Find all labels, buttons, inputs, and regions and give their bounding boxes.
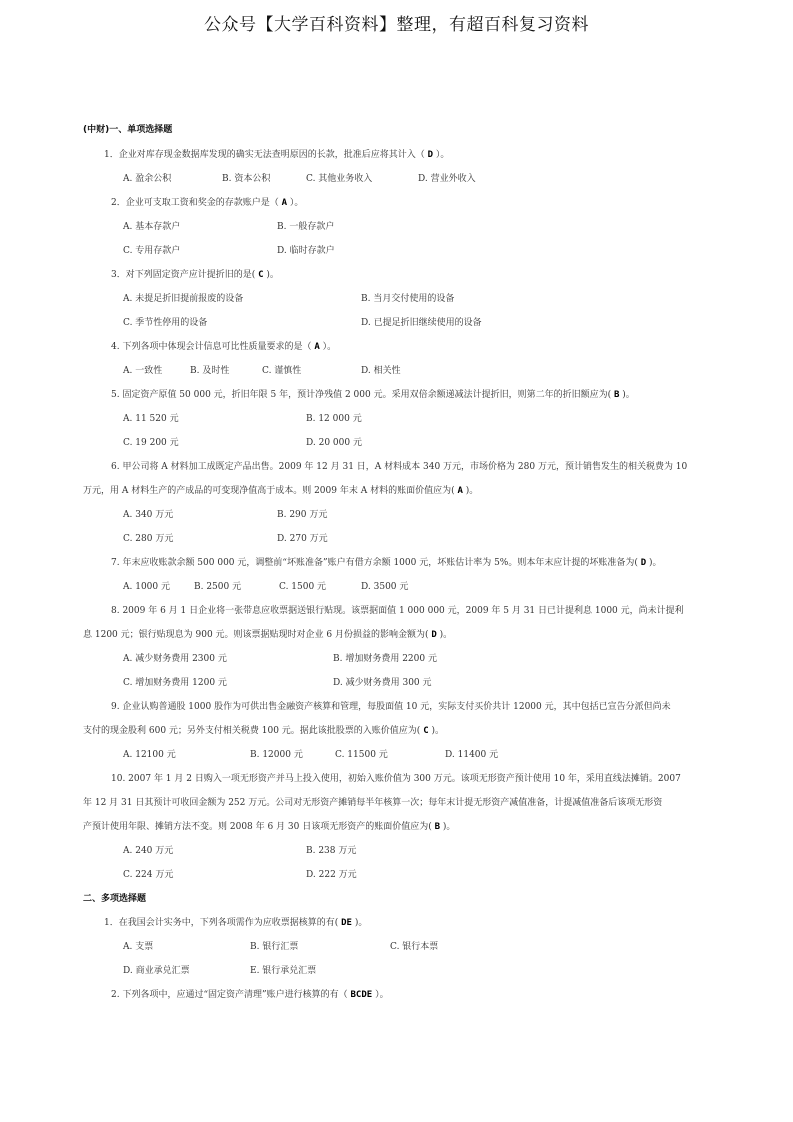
option: D. 临时存款户 — [277, 246, 335, 256]
answer: A — [281, 198, 288, 208]
section-title-single-choice: (中财)一、单项选择题 — [83, 125, 173, 135]
question-10-stem-line1: 10. 2007 年 1 月 2 日购入一项无形资产并马上投入使用，初始入账价值为 300 万元。该项无形资产预计使用 10 年，采用直线法摊销。2007 — [111, 774, 681, 784]
option: C. 银行本票 — [390, 942, 439, 952]
option: E. 银行承兑汇票 — [250, 966, 317, 976]
question-10-stem-line2: 年 12 月 31 日其预计可收回金额为 252 万元。公司对无形资产摊销每半年核算一次；每年末计提无形资产减值准备，计提减值准备后该项无形资 — [83, 798, 663, 808]
question-8-stem: 息 1200 元；银行贴现息为 900 元。则该票据贴现时对企业 6 月份损益的影响金额为( D )。 — [83, 630, 453, 640]
answer: C — [423, 726, 429, 736]
question-9-stem: 支付的现金股利 600 元；另外支付相关税费 100 元。据此该批股票的入账价值应为( C )。 — [83, 726, 444, 736]
option: C. 增加财务费用 1200 元 — [123, 678, 227, 688]
answer: A — [314, 342, 320, 352]
option: B. 一般存款户 — [277, 222, 335, 232]
option: C. 11500 元 — [335, 750, 388, 760]
option: B. 当月交付使用的设备 — [361, 294, 455, 304]
multi-question-1-stem: 1．在我国会计实务中，下列各项需作为应收票据核算的有( DE )。 — [104, 918, 368, 928]
question-9-stem-line1: 9. 企业认购普通股 1000 股作为可供出售金融资产核算和管理，每股面值 10 元，实际支付买价共计 12000 元，其中包括已宣告分派但尚未 — [111, 702, 671, 712]
option: B. 290 万元 — [277, 510, 328, 520]
option: D. 222 万元 — [306, 870, 357, 880]
option: A. 一致性 — [123, 366, 163, 376]
question-8-stem-line1: 8. 2009 年 6 月 1 日企业将一张带息应收票据送银行贴现。该票据面值 1 000 000 元，2009 年 5 月 31 日已计提利息 1000 元，尚未计提利 — [111, 606, 684, 616]
option: B. 12 000 元 — [306, 414, 362, 424]
option: A. 12100 元 — [123, 750, 176, 760]
question-6-stem: 万元，用 A 材料生产的产成品的可变现净值高于成本。则 2009 年末 A 材料的账面价值应为( A )。 — [83, 486, 479, 496]
answer: A — [457, 486, 463, 496]
question-3-stem: 3．对下列固定资产应计提折旧的是( C )。 — [111, 270, 279, 280]
option: B. 238 万元 — [306, 846, 357, 856]
answer: B — [613, 390, 620, 400]
option: D. 相关性 — [361, 366, 401, 376]
option: B. 银行汇票 — [250, 942, 299, 952]
option: C. 19 200 元 — [123, 438, 179, 448]
option: B. 2500 元 — [194, 582, 242, 592]
question-6-stem-line1: 6. 甲公司将 A 材料加工成既定产品出售。2009 年 12 月 31 日，A 材料成本 340 万元，市场价格为 280 万元，预计销售发生的相关税费为 10 — [111, 462, 688, 472]
question-10-stem: 产预计使用年限、摊销方法不变。则 2008 年 6 月 30 日该项无形资产的账面价值应为( B )。 — [83, 822, 456, 832]
option: C. 1500 元 — [279, 582, 327, 592]
option: D. 270 万元 — [277, 534, 328, 544]
option: B. 资本公积 — [222, 174, 271, 184]
option: A. 盈余公积 — [123, 174, 172, 184]
option: D. 20 000 元 — [306, 438, 362, 448]
option: B. 增加财务费用 2200 元 — [333, 654, 437, 664]
answer: D — [427, 150, 434, 160]
option: A. 240 万元 — [123, 846, 174, 856]
question-4-stem: 4. 下列各项中体现会计信息可比性质量要求的是（ A ）。 — [111, 342, 337, 352]
option: D. 商业承兑汇票 — [123, 966, 190, 976]
answer: DE — [341, 918, 352, 928]
multi-question-2-stem: 2. 下列各项中，应通过“固定资产清理”账户进行核算的有（ BCDE ）。 — [111, 990, 389, 1000]
option: D. 3500 元 — [361, 582, 409, 592]
answer: BCDE — [350, 990, 373, 1000]
question-1-stem: 1．企业对库存现金数据库发现的确实无法查明原因的长款，批准后应将其计入（ D ）。 — [104, 150, 450, 160]
option: A. 340 万元 — [123, 510, 174, 520]
option: C. 专用存款户 — [123, 246, 181, 256]
option: B. 12000 元 — [250, 750, 303, 760]
option: D. 营业外收入 — [418, 174, 476, 184]
option: C. 280 万元 — [123, 534, 174, 544]
option: D. 已提足折旧继续使用的设备 — [361, 318, 482, 328]
answer: D — [431, 630, 437, 640]
option: C. 季节性停用的设备 — [123, 318, 208, 328]
option: A. 11 520 元 — [123, 414, 179, 424]
option: A. 1000 元 — [123, 582, 170, 592]
option: D. 11400 元 — [445, 750, 499, 760]
answer: B — [434, 822, 441, 832]
answer: D — [640, 558, 647, 568]
option: A. 减少财务费用 2300 元 — [123, 654, 227, 664]
option: C. 谨慎性 — [262, 366, 302, 376]
question-7-stem: 7. 年末应收账款余额 500 000 元，调整前“坏账准备”账户有借方余额 1000 元，坏账估计率为 5%。则本年末应计提的坏账准备为( D )。 — [111, 558, 662, 568]
option: A. 支票 — [123, 942, 154, 952]
page-header: 公众号【大学百科资料】整理，有超百科复习资料 — [204, 15, 589, 35]
option: A. 未提足折旧提前报废的设备 — [123, 294, 244, 304]
question-5-stem: 5. 固定资产原值 50 000 元，折旧年限 5 年，预计净残值 2 000 元。采用双倍余额递减法计提折旧，则第二年的折旧额应为( B )。 — [111, 390, 635, 400]
option: C. 其他业务收入 — [306, 174, 373, 184]
answer: C — [258, 270, 264, 280]
option: C. 224 万元 — [123, 870, 174, 880]
option: D. 减少财务费用 300 元 — [333, 678, 432, 688]
question-2-stem: 2．企业可支取工资和奖金的存款账户是（ A ）。 — [111, 198, 304, 208]
option: A. 基本存款户 — [123, 222, 181, 232]
option: B. 及时性 — [190, 366, 230, 376]
section-title-multiple-choice: 二、多项选择题 — [83, 894, 147, 904]
